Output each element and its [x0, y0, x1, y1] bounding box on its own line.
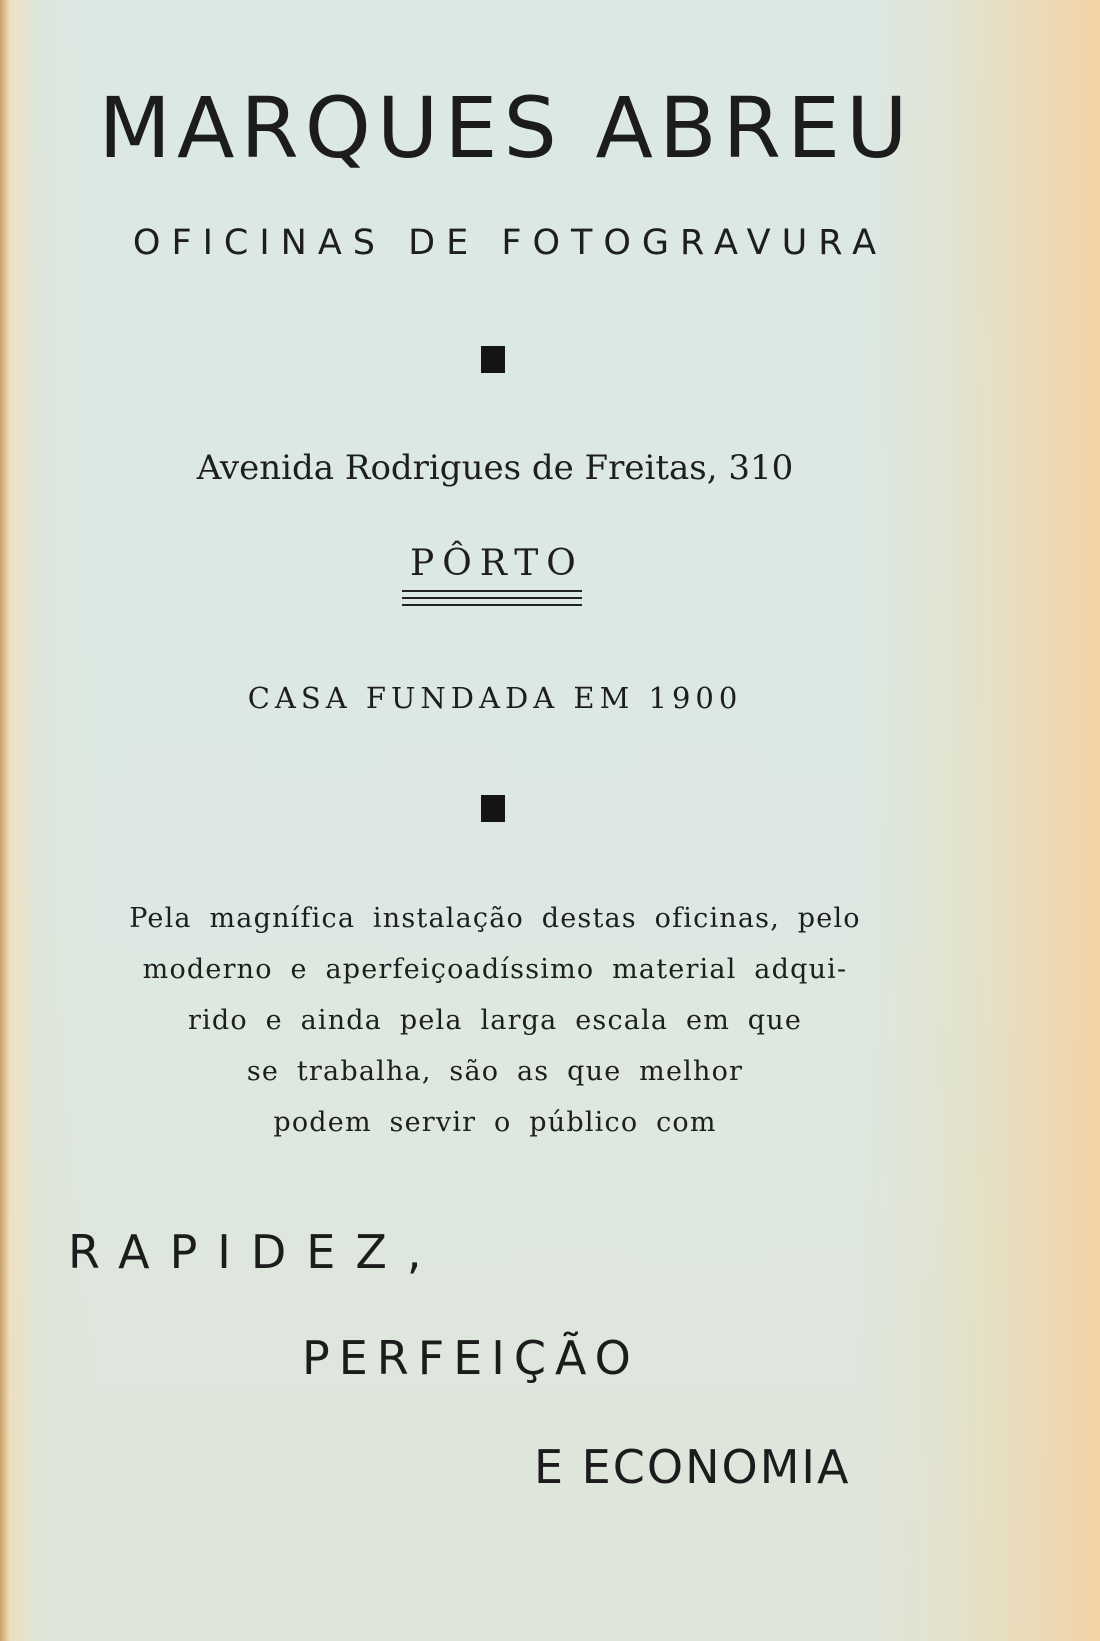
city-underline [402, 597, 582, 599]
description-line: se trabalha, são as que melhor [246, 1056, 744, 1087]
slogan-perfeicao: PERFEIÇÃO [302, 1331, 640, 1385]
square-ornament-icon [481, 346, 505, 373]
description-line: Pela magnífica instalação destas oficinas, pelo [129, 903, 861, 934]
company-name: MARQUES ABREU [98, 79, 914, 177]
description-line: podem servir o público com [273, 1107, 717, 1138]
description-line: rido e ainda pela larga escala em que [187, 1005, 803, 1036]
city-underline [402, 604, 582, 606]
square-ornament-icon [481, 795, 505, 822]
city-block [402, 542, 582, 606]
street-address: Avenida Rodrigues de Freitas, 310 [196, 448, 794, 488]
founded-year: CASA FUNDADA EM 1900 [247, 681, 743, 715]
slogan-rapidez: RAPIDEZ, [68, 1225, 442, 1279]
description-paragraph [0, 893, 1100, 1148]
city-name: PÔRTO [410, 543, 584, 584]
description-line: moderno e aperfeiçoadíssimo material adqui- [142, 954, 848, 985]
slogan-economia: E ECONOMIA [534, 1440, 851, 1494]
city-underline [402, 590, 582, 592]
company-subtitle: OFICINAS DE FOTOGRAVURA [132, 223, 888, 263]
